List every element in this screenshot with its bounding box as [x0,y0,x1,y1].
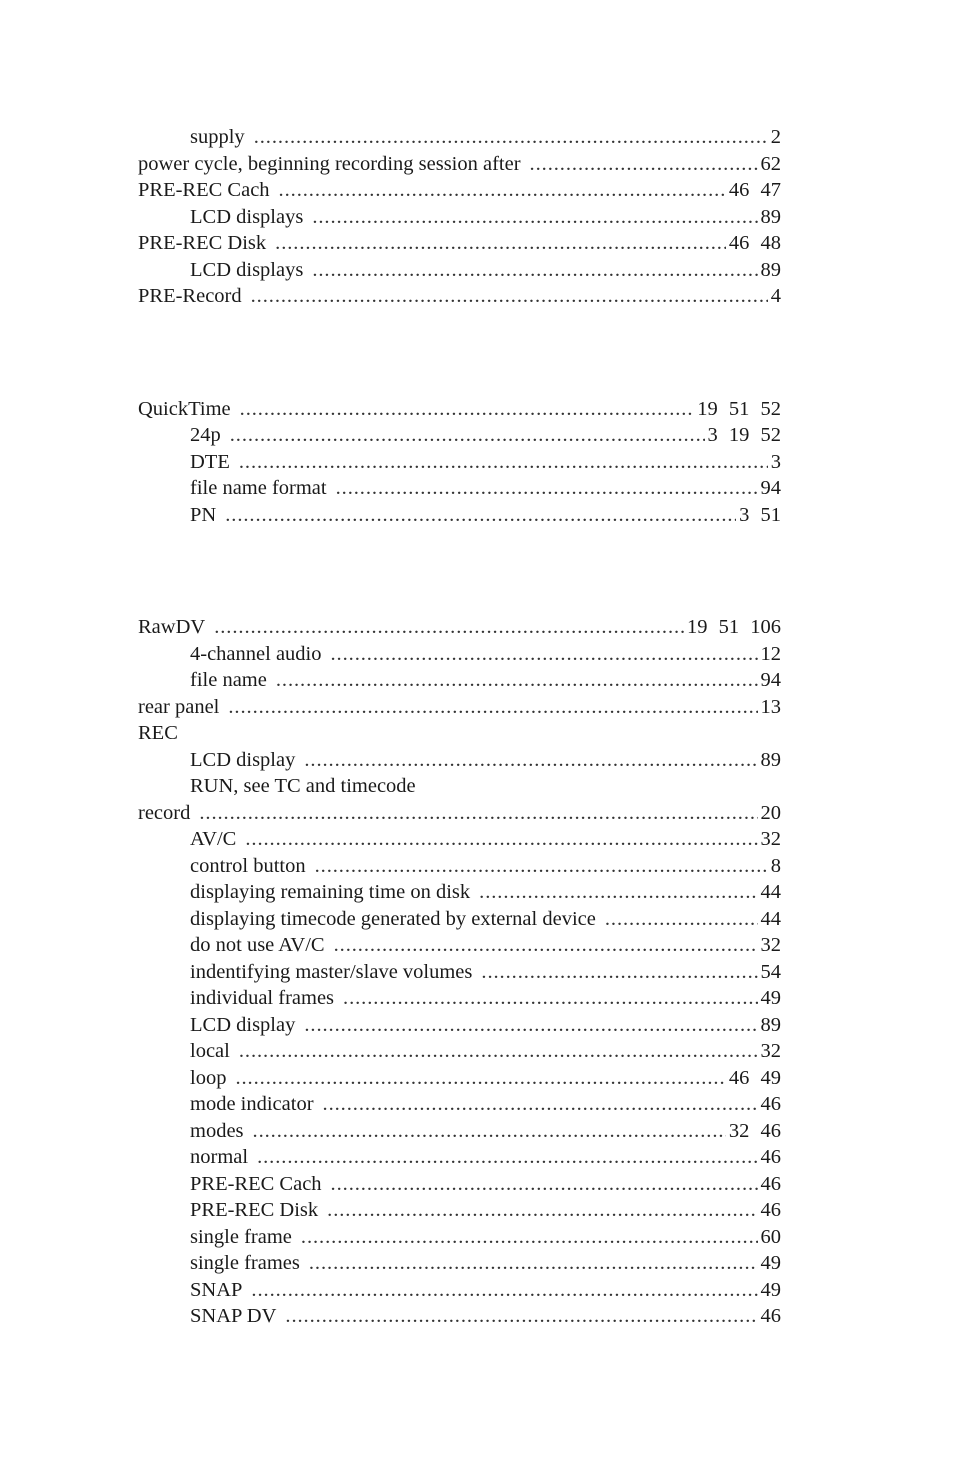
dot-leader [214,614,684,641]
page-numbers: 54 [760,960,781,983]
index-subentry [138,1118,781,1145]
page-numbers: 44 [760,907,781,930]
index-term: supply [190,126,245,148]
index-entry [138,151,781,178]
dot-leader [225,502,736,529]
index-term: displaying remaining time on disk [190,881,471,903]
index-term: REC [138,722,178,744]
page-numbers: 46 [760,1172,781,1195]
index-subentry [138,1091,781,1118]
dot-leader [239,449,768,476]
dot-leader [530,151,758,178]
index-term: control button [190,854,306,877]
index-subentry [138,1303,781,1330]
index-term: SNAP DV [190,1305,277,1327]
dot-leader [230,422,705,449]
page-numbers: 32 [760,1040,781,1062]
page-numbers: 4 [770,285,781,307]
dot-leader [279,177,726,204]
dot-leader [251,283,768,310]
index-term: local [190,1040,230,1062]
index-page [138,124,781,1330]
index-subentry [138,449,781,476]
index-entry [138,230,781,257]
dot-leader [334,932,758,959]
index-term: PRE-REC Disk [190,1199,319,1221]
index-term: loop [190,1066,227,1089]
index-subentry [138,257,781,284]
page-numbers: 46 49 [728,1066,781,1089]
page-numbers: 2 [770,126,781,148]
index-subentry [138,1171,781,1198]
index-entry [138,283,781,310]
index-subentry [138,747,781,774]
dot-leader [323,1091,758,1118]
index-term: single frames [190,1252,300,1274]
index-term: displaying timecode generated by external device [190,907,596,930]
dot-leader [276,667,758,694]
dot-leader [331,641,758,668]
index-term: individual frames [190,987,335,1009]
dot-leader [343,985,757,1012]
dot-leader [301,1224,758,1251]
page-numbers: 94 [760,477,781,499]
index-term: PRE-REC Cach [138,179,270,201]
index-subentry [138,1250,781,1277]
index-term: LCD display [190,1013,296,1036]
page-numbers: 49 [760,987,781,1009]
index-term: QuickTime [138,397,231,420]
page-numbers: 49 [760,1278,781,1301]
page-numbers: 8 [770,854,781,877]
index-term: RawDV [138,616,206,638]
page-numbers: 46 48 [728,232,781,254]
dot-leader [312,257,757,284]
index-group [138,614,781,1330]
page-numbers: 89 [760,748,781,771]
page-numbers: 32 46 [728,1119,781,1142]
index-subentry [138,422,781,449]
page-numbers: 13 [760,695,781,718]
page-numbers: 60 [760,1225,781,1248]
index-term: 4-channel audio [190,642,322,665]
index-term: modes [190,1119,244,1142]
page-numbers: 46 [760,1305,781,1327]
dot-leader [605,906,758,933]
index-term: record [138,801,191,824]
dot-leader [479,879,757,906]
dot-leader [235,1065,725,1092]
index-entry [138,396,781,423]
dot-leader [257,1144,757,1171]
dot-leader [331,1171,758,1198]
index-term: RUN, see TC and timecode [190,775,416,797]
index-term: power cycle, beginning recording session after [138,152,521,175]
index-subentry [138,985,781,1012]
dot-leader [315,853,768,880]
index-subentry [138,475,781,502]
index-subentry [138,667,781,694]
page-numbers: 89 [760,205,781,228]
index-term: LCD displays [190,258,304,281]
index-subentry [138,932,781,959]
dot-leader [327,1197,757,1224]
page-numbers: 46 [760,1146,781,1168]
dot-leader [304,1012,757,1039]
dot-leader [481,959,757,986]
dot-leader [253,1118,726,1145]
dot-leader [199,800,757,827]
dot-leader [245,826,757,853]
index-subentry [138,1197,781,1224]
dot-leader [336,475,758,502]
page-numbers: 46 [760,1199,781,1221]
index-subentry [138,124,781,151]
group-spacer [138,528,781,614]
page-numbers: 3 51 [739,503,781,526]
index-term: do not use AV/C [190,934,325,956]
dot-leader [254,124,768,151]
index-term: PN [190,503,217,526]
index-subentry [138,1065,781,1092]
index-term: PRE-REC Cach [190,1172,322,1195]
dot-leader [285,1303,757,1330]
dot-leader [228,694,757,721]
page-numbers: 46 [760,1093,781,1115]
page-numbers: 46 47 [728,179,781,201]
page-numbers: 3 [770,450,781,473]
dot-leader [312,204,757,231]
index-group [138,396,781,529]
dot-leader [240,396,695,423]
page-numbers: 62 [760,152,781,175]
index-subentry [138,502,781,529]
index-term: rear panel [138,695,220,718]
index-group [138,124,781,310]
dot-leader [304,747,757,774]
index-term: file name [190,669,267,691]
index-term: single frame [190,1225,292,1248]
index-subentry [138,826,781,853]
page-numbers: 12 [760,642,781,665]
index-term: DTE [190,450,230,473]
index-subentry [138,1144,781,1171]
index-subentry [138,1277,781,1304]
group-spacer [138,310,781,396]
page-numbers: 32 [760,828,781,850]
index-term: SNAP [190,1278,243,1301]
index-entry [138,800,781,827]
index-entry [138,694,781,721]
index-entry [138,177,781,204]
index-term: PRE-Record [138,285,242,307]
index-term: file name format [190,477,327,499]
page-numbers: 20 [760,801,781,824]
index-term: normal [190,1146,249,1168]
index-subentry [138,204,781,231]
index-subentry [138,1038,781,1065]
index-subentry [138,641,781,668]
index-subentry [138,879,781,906]
dot-leader [275,230,726,257]
index-term: AV/C [190,828,237,850]
index-entry [138,614,781,641]
index-term: mode indicator [190,1093,314,1115]
index-subentry [138,906,781,933]
index-subentry [138,959,781,986]
index-subentry [138,1012,781,1039]
page-numbers: 94 [760,669,781,691]
page-numbers: 19 51 52 [697,397,781,420]
index-term: indentifying master/slave volumes [190,960,473,983]
page-numbers: 19 51 106 [687,616,781,638]
dot-leader [309,1250,758,1277]
index-subentry [138,1224,781,1251]
dot-leader [251,1277,757,1304]
index-term: PRE-REC Disk [138,232,267,254]
page-numbers: 89 [760,258,781,281]
index-subentry [138,853,781,880]
page-numbers: 3 19 52 [707,424,781,446]
index-term: LCD display [190,748,296,771]
index-subentry [138,773,781,800]
index-entry [138,720,781,747]
page-numbers: 49 [760,1252,781,1274]
page-numbers: 89 [760,1013,781,1036]
index-term: 24p [190,424,221,446]
page-numbers: 32 [760,934,781,956]
page-numbers: 44 [760,881,781,903]
index-term: LCD displays [190,205,304,228]
dot-leader [239,1038,758,1065]
